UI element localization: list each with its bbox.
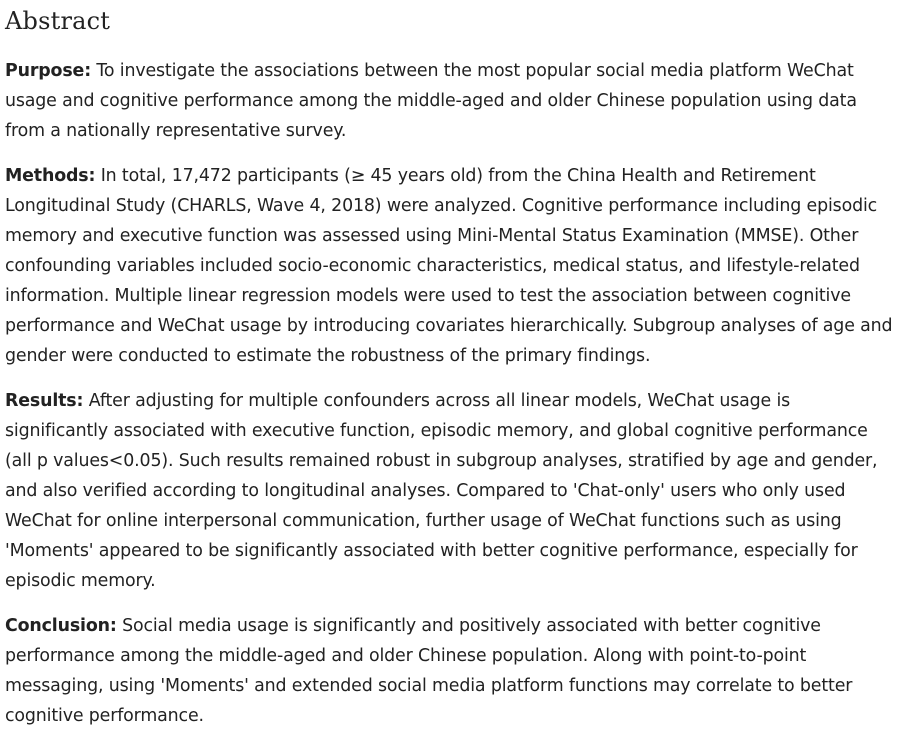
results-text: After adjusting for multiple confounders across all linear models, WeChat usage is significantly associated with executive function, episodic memory, and global cognitive performance (all p values<0.05). Such results remained robust in subgroup analyses, stratified by age and gender, and also verified according to longitudinal analyses. Compared to 'Chat-only' users who only used WeChat for online interpersonal communication, further usage of WeChat functions such as using 'Moments' appeared to be significantly associated with better cognitive performance, especially for episodic memory. [5, 391, 878, 591]
abstract [5, 0, 895, 731]
purpose-label: Purpose: [5, 61, 91, 81]
conclusion-section [5, 611, 895, 731]
methods-text: In total, 17,472 participants (≥ 45 years old) from the China Health and Retirement Longitudinal Study (CHARLS, Wave 4, 2018) were analyzed. Cognitive performance including episodic memory and executive function was assessed using Mini-Mental Status Examination (MMSE). Other confounding variables included socio-economic characteristics, medical status, and lifestyle-related information. Multiple linear regression models were used to test the association between cognitive performance and WeChat usage by introducing covariates hierarchically. Subgroup analyses of age and gender were conducted to estimate the robustness of the primary findings. [5, 166, 893, 366]
purpose-section [5, 56, 895, 146]
results-label: Results: [5, 391, 84, 411]
conclusion-label: Conclusion: [5, 616, 117, 636]
results-section [5, 386, 895, 596]
purpose-text: To investigate the associations between the most popular social media platform WeChat usage and cognitive performance among the middle-aged and older Chinese population using data from a nationally representative survey. [5, 61, 857, 141]
methods-label: Methods: [5, 166, 96, 186]
conclusion-text: Social media usage is significantly and positively associated with better cognitive performance among the middle-aged and older Chinese population. Along with point-to-point messaging, using 'Moments' and extended social media platform functions may correlate to better cognitive performance. [5, 616, 853, 726]
methods-section [5, 161, 895, 371]
abstract-heading: Abstract [5, 7, 111, 35]
